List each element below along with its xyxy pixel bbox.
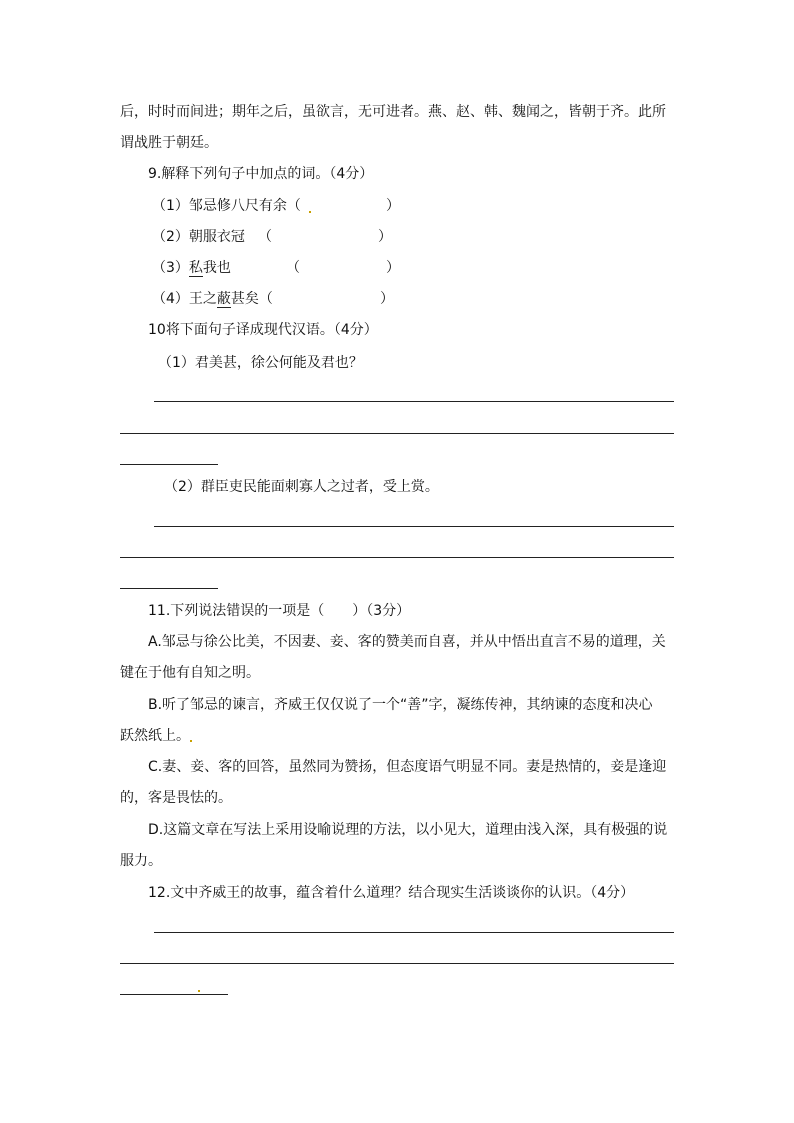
q9-item-3-close: ） [386, 260, 400, 276]
q9-prompt: 9.解释下列句子中加点的词。（4分） [148, 166, 374, 182]
q9-item-4-num: （4） [152, 291, 189, 307]
q11-option-b-line-1: B.听了邹忌的谏言，齐威王仅仅说了一个“善”字，凝练传神，其纳谏的态度和决心 [148, 697, 653, 713]
q11-option-d-line-2: 服力。 [120, 853, 162, 869]
q12-prompt: 12.文中齐威王的故事，蕴含着什么道理？结合现实生活谈谈你的认识。（4分） [148, 885, 635, 901]
q9-item-3-word: 私 [188, 260, 203, 276]
answer-line[interactable] [120, 994, 228, 995]
q11-option-a-line-2: 键在于他有自知之明。 [120, 665, 260, 681]
answer-line[interactable] [154, 932, 674, 933]
q11-option-a-line-1: A.邹忌与徐公比美，不因妻、妾、客的赞美而自喜，并从中悟出直言不易的道理，关 [148, 634, 666, 650]
answer-line[interactable] [154, 526, 674, 527]
answer-line[interactable] [120, 588, 218, 589]
q9-item-1-num: （1） [152, 198, 189, 214]
answer-line[interactable] [120, 557, 674, 558]
answer-line[interactable] [120, 963, 674, 964]
q9-item-3-open: （ [286, 260, 300, 276]
q11-option-b-line-2: 跃然纸上。 [120, 728, 190, 744]
q10-prompt: 10将下面句子译成现代汉语。（4分） [148, 322, 378, 338]
q9-item-2 [152, 228, 245, 246]
q9-item-2-text: 朝服衣冠 [188, 229, 245, 245]
passage-line-2: 谓战胜于朝廷。 [120, 135, 218, 151]
q9-item-1-close: ） [386, 198, 400, 214]
stray-mark [309, 211, 311, 213]
stray-mark [198, 990, 200, 992]
q9-item-3 [152, 259, 231, 277]
q9-item-4-close: ） [380, 291, 394, 307]
q10-sentence-2: （2）群臣吏民能面刺寡人之过者，受上赏。 [164, 479, 439, 495]
q9-item-2-open: （ [258, 229, 272, 245]
q11-option-c-line-1: C.妻、妾、客的回答，虽然同为赞扬，但态度语气明显不同。妻是热情的，妾是逢迎 [148, 759, 667, 775]
q9-item-4 [152, 290, 273, 308]
q9-item-3-num: （3） [152, 260, 189, 276]
q9-item-4-word: 蔽 [216, 291, 231, 307]
q9-item-4-rest: 甚矣（ [230, 291, 273, 307]
answer-line[interactable] [154, 401, 674, 402]
q9-item-1-text: 邹忌修八尺有余（ [188, 198, 301, 214]
q9-item-1 [152, 197, 301, 215]
q11-prompt: 11.下列说法错误的一项是（ ）（3分） [148, 603, 411, 619]
q10-sentence-1: （1）君美甚，徐公何能及君也？ [158, 355, 363, 371]
q9-item-2-num: （2） [152, 229, 189, 245]
q11-option-c-line-2: 的，客是畏怯的。 [120, 790, 232, 806]
q9-item-4-pre: 王之 [188, 291, 217, 307]
passage-line-1: 后，时时而间进；期年之后，虽欲言，无可进者。燕、赵、韩、魏闻之，皆朝于齐。此所 [120, 104, 666, 120]
q11-option-d-line-1: D.这篇文章在写法上采用设喻说理的方法，以小见大，道理由浅入深，具有极强的说 [148, 822, 668, 838]
answer-line[interactable] [120, 433, 674, 434]
q9-item-3-rest: 我也 [202, 260, 231, 276]
answer-line[interactable] [120, 464, 218, 465]
stray-mark [190, 740, 192, 742]
q9-item-2-close: ） [378, 229, 392, 245]
